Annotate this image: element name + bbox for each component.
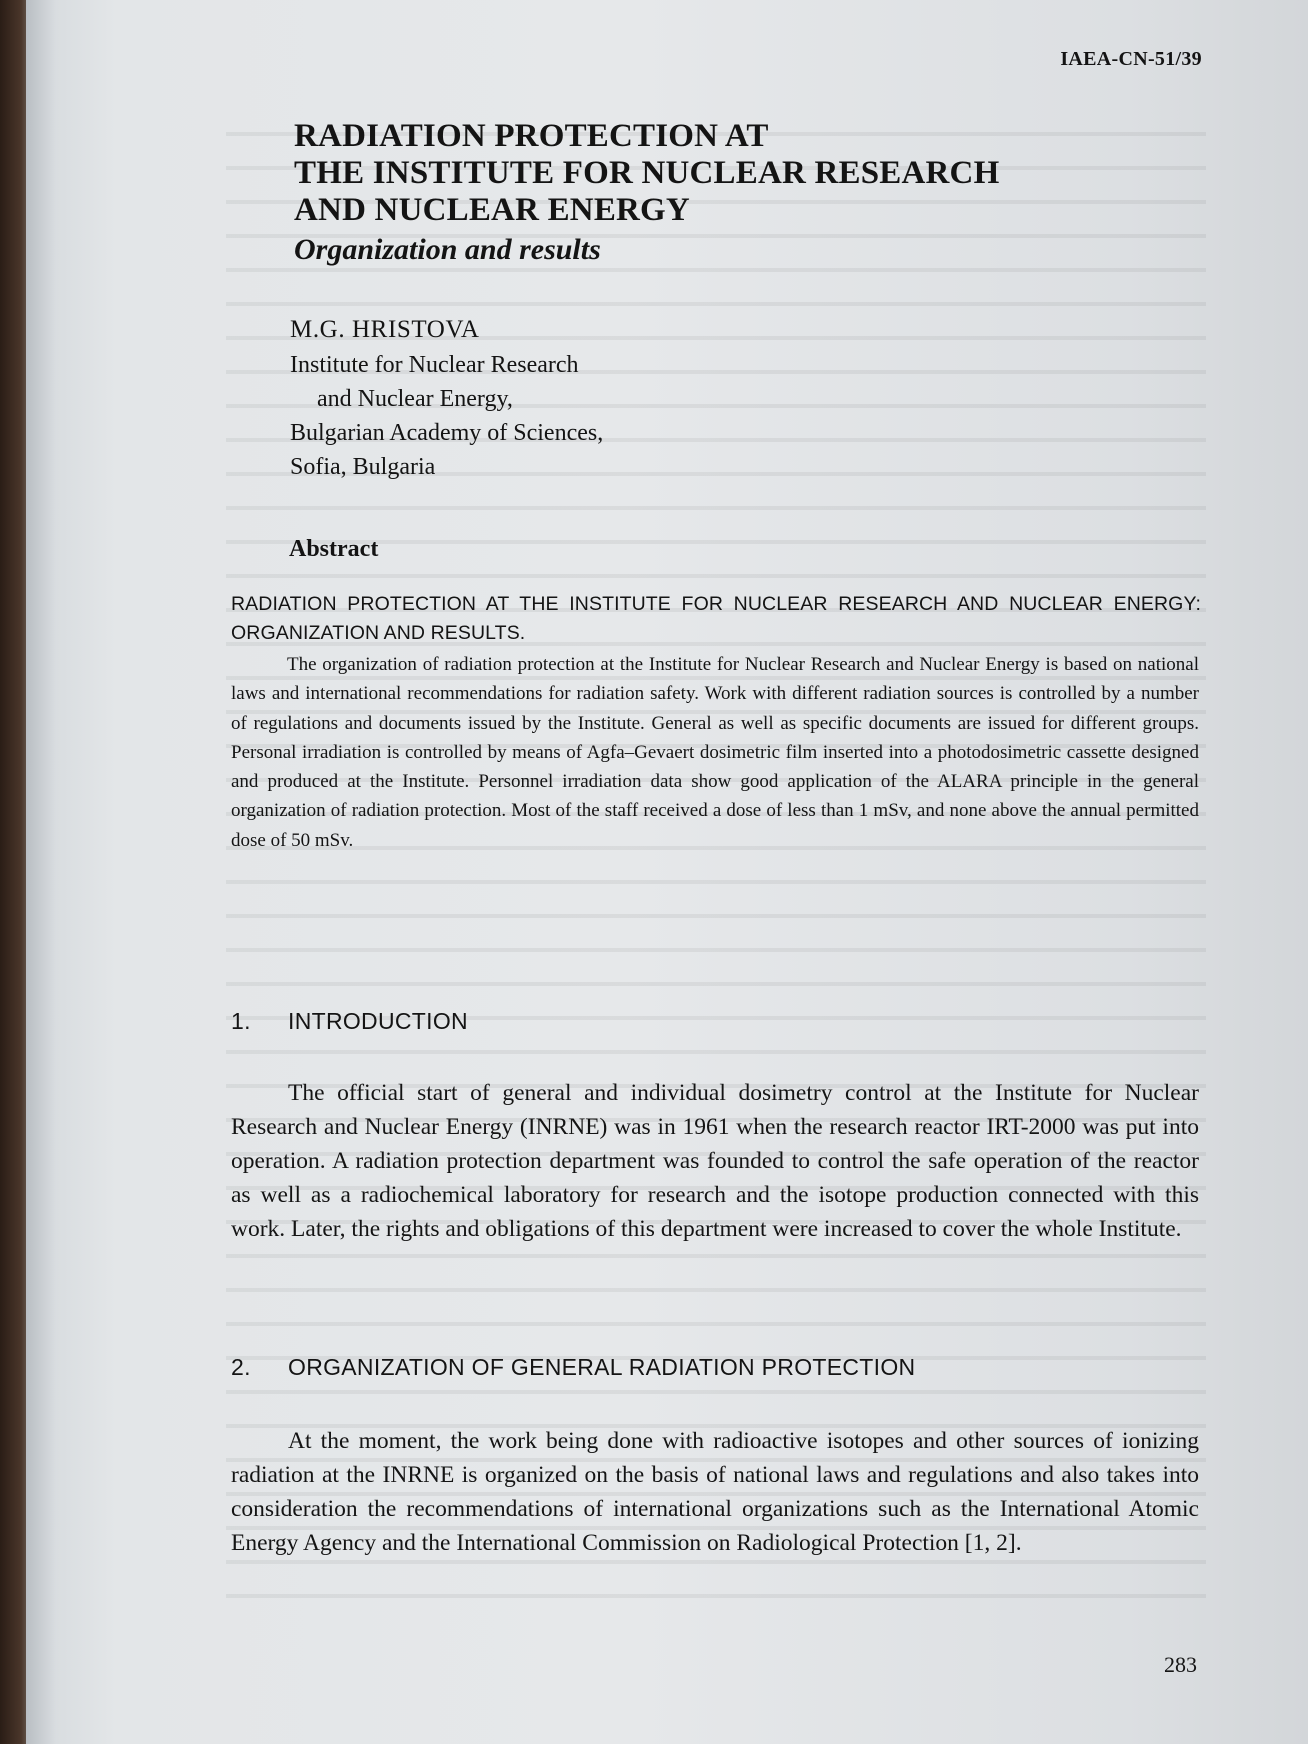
paper-title [294, 118, 1114, 229]
abstract-body: The organization of radiation protection at the Institute for Nuclear Research and Nuclear Energy is based on national laws and international recommendations for radiation safety. Work with different radiation sources is controlled by a number of regulations and documents issued by the Institute. General as well as specific documents are issued for different groups. Personal irradiation is controlled by means of Agfa–Gevaert dosimetric film inserted into a photodosimetric cassette designed and produced at the Institute. Personnel irradiation data show good application of the ALARA principle in the general organization of radiation protection. Most of the staff received a dose of less than 1 mSv, and none above the annual permitted dose of 50 mSv. [231, 654, 1199, 851]
paper-subtitle: Organization and results [294, 233, 601, 266]
title-line-3: AND NUCLEAR ENERGY [294, 192, 690, 228]
page-number: 283 [1164, 1652, 1197, 1677]
document-page [26, 0, 1308, 1744]
document-id: IAEA-CN-51/39 [1060, 48, 1202, 70]
section-2-number: 2. [231, 1354, 251, 1380]
section-1-title: INTRODUCTION [288, 1008, 468, 1034]
author-name: M.G. HRISTOVA [290, 316, 480, 343]
title-line-2: THE INSTITUTE FOR NUCLEAR RESEARCH [294, 155, 1000, 191]
section-1-heading [231, 1008, 468, 1035]
abstract-caps-title: RADIATION PROTECTION AT THE INSTITUTE FOR NUCLEAR RESEARCH AND NUCLEAR ENERGY: ORGANIZATION AND RESULTS. [231, 593, 1201, 644]
title-line-1: RADIATION PROTECTION AT [294, 118, 769, 154]
section-2-heading [231, 1354, 915, 1381]
affiliation-line-1: Institute for Nuclear Research [290, 352, 579, 378]
section-2-title: ORGANIZATION OF GENERAL RADIATION PROTECTION [288, 1354, 916, 1380]
section-1-number: 1. [231, 1008, 251, 1034]
section-2-paragraph: At the moment, the work being done with radioactive isotopes and other sources of ionizing radiation at the INRNE is organized on the basis of national laws and regulations and also takes into consideration the recommendations of international organizations such as the International Atomic Energy Agency and the International Commission on Radiological Protection [1, 2]. [231, 1428, 1199, 1556]
affiliation-line-2: and Nuclear Energy, [317, 386, 513, 412]
affiliation-line-3: Bulgarian Academy of Sciences, [290, 420, 604, 446]
abstract-heading: Abstract [289, 536, 379, 562]
section-1-paragraph: The official start of general and individual dosimetry control at the Institute for Nuclear Research and Nuclear Energy (INRNE) was in 1961 when the research reactor IRT-2000 was put into operation. A radiation protection department was founded to control the safe operation of the reactor as well as a radiochemical laboratory for research and the isotope production connected with this work. Later, the rights and obligations of this department were increased to cover the whole Institute. [231, 1080, 1199, 1242]
affiliation-line-4: Sofia, Bulgaria [290, 454, 436, 480]
